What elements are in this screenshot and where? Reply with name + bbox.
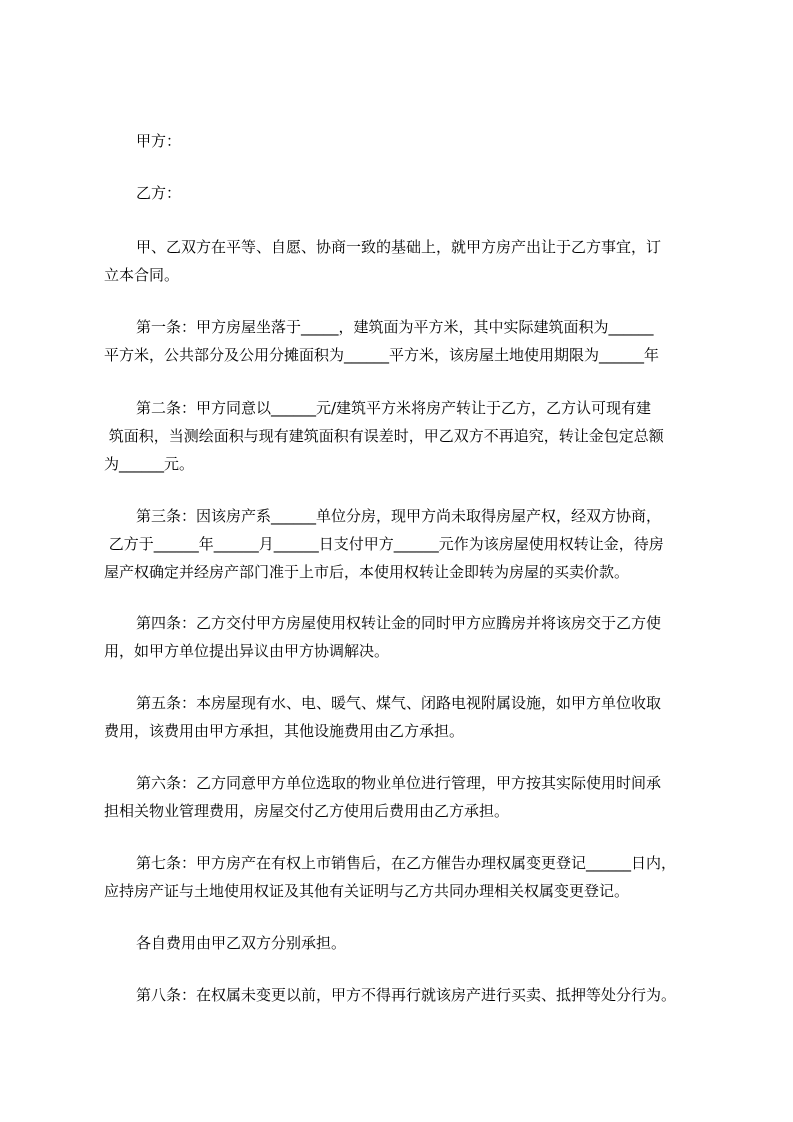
article-6-line: 担相关物业管理费用，房屋交付乙方使用后费用由乙方承担。 — [104, 802, 510, 820]
fees-paragraph — [104, 929, 704, 957]
article-1-line: 平方米，公共部分及公用分摊面积为______平方米，该房屋土地使用期限为______年 — [104, 346, 660, 364]
article-7-line: 应持房产证与土地使用权证及其他有关证明与乙方共同办理相关权属变更登记。 — [104, 882, 630, 900]
party-b-label — [104, 179, 704, 207]
article-5 — [104, 689, 704, 745]
article-2-line: 第二条：甲方同意以______元/建筑平方米将房产转让于乙方，乙方认可现有建 — [136, 399, 652, 417]
article-6 — [104, 769, 704, 825]
article-2-line: 筑面积，当测绘面积与现有建筑面积有误差时，甲乙双方不再追究，转让金包定总额 — [104, 427, 664, 445]
article-2 — [104, 394, 704, 478]
fees-line: 各自费用由甲乙双方分别承担。 — [136, 934, 347, 952]
article-1-line: 第一条：甲方房屋坐落于_____，建筑面为平方米，其中实际建筑面积为______ — [136, 318, 654, 336]
article-6-line: 第六条：乙方同意甲方单位选取的物业单位进行管理，甲方按其实际使用时间承 — [136, 774, 662, 792]
intro-paragraph — [104, 233, 704, 289]
intro-line: 立本合同。 — [104, 266, 180, 284]
intro-line: 甲、乙双方在平等、自愿、协商一致的基础上，就甲方房产出让于乙方事宜，订 — [136, 238, 662, 256]
party-a-text: 甲方： — [136, 132, 182, 150]
article-5-line: 费用，该费用由甲方承担，其他设施费用由乙方承担。 — [104, 722, 465, 740]
article-3-line: 乙方于______年______月______日支付甲方______元作为该房屋使用权转让金，待房 — [104, 535, 664, 553]
party-b-text: 乙方： — [136, 184, 182, 202]
article-8 — [104, 981, 704, 1009]
article-2-line: 为______元。 — [104, 455, 195, 473]
article-4-line: 第四条：乙方交付甲方房屋使用权转让金的同时甲方应腾房并将该房交于乙方使 — [136, 614, 662, 632]
article-3 — [104, 502, 704, 586]
article-1 — [104, 313, 704, 369]
article-8-line: 第八条：在权属未变更以前，甲方不得再行就该房产进行买卖、抵押等处分行为。 — [136, 986, 677, 1004]
article-7-line: 第七条：甲方房产在有权上市销售后，在乙方催告办理权属变更登记______日内， — [136, 854, 677, 872]
article-3-line: 屋产权确定并经房产部门准于上市后，本使用权转让金即转为房屋的买卖价款。 — [104, 563, 630, 581]
article-7 — [104, 849, 704, 905]
article-5-line: 第五条：本房屋现有水、电、暖气、煤气、闭路电视附属设施，如甲方单位收取 — [136, 694, 662, 712]
party-a-label — [104, 127, 704, 155]
article-3-line: 第三条：因该房产系______单位分房，现甲方尚未取得房屋产权，经双方协商， — [136, 507, 662, 525]
article-4 — [104, 609, 704, 665]
article-4-line: 用，如甲方单位提出异议由甲方协调解决。 — [104, 642, 390, 660]
